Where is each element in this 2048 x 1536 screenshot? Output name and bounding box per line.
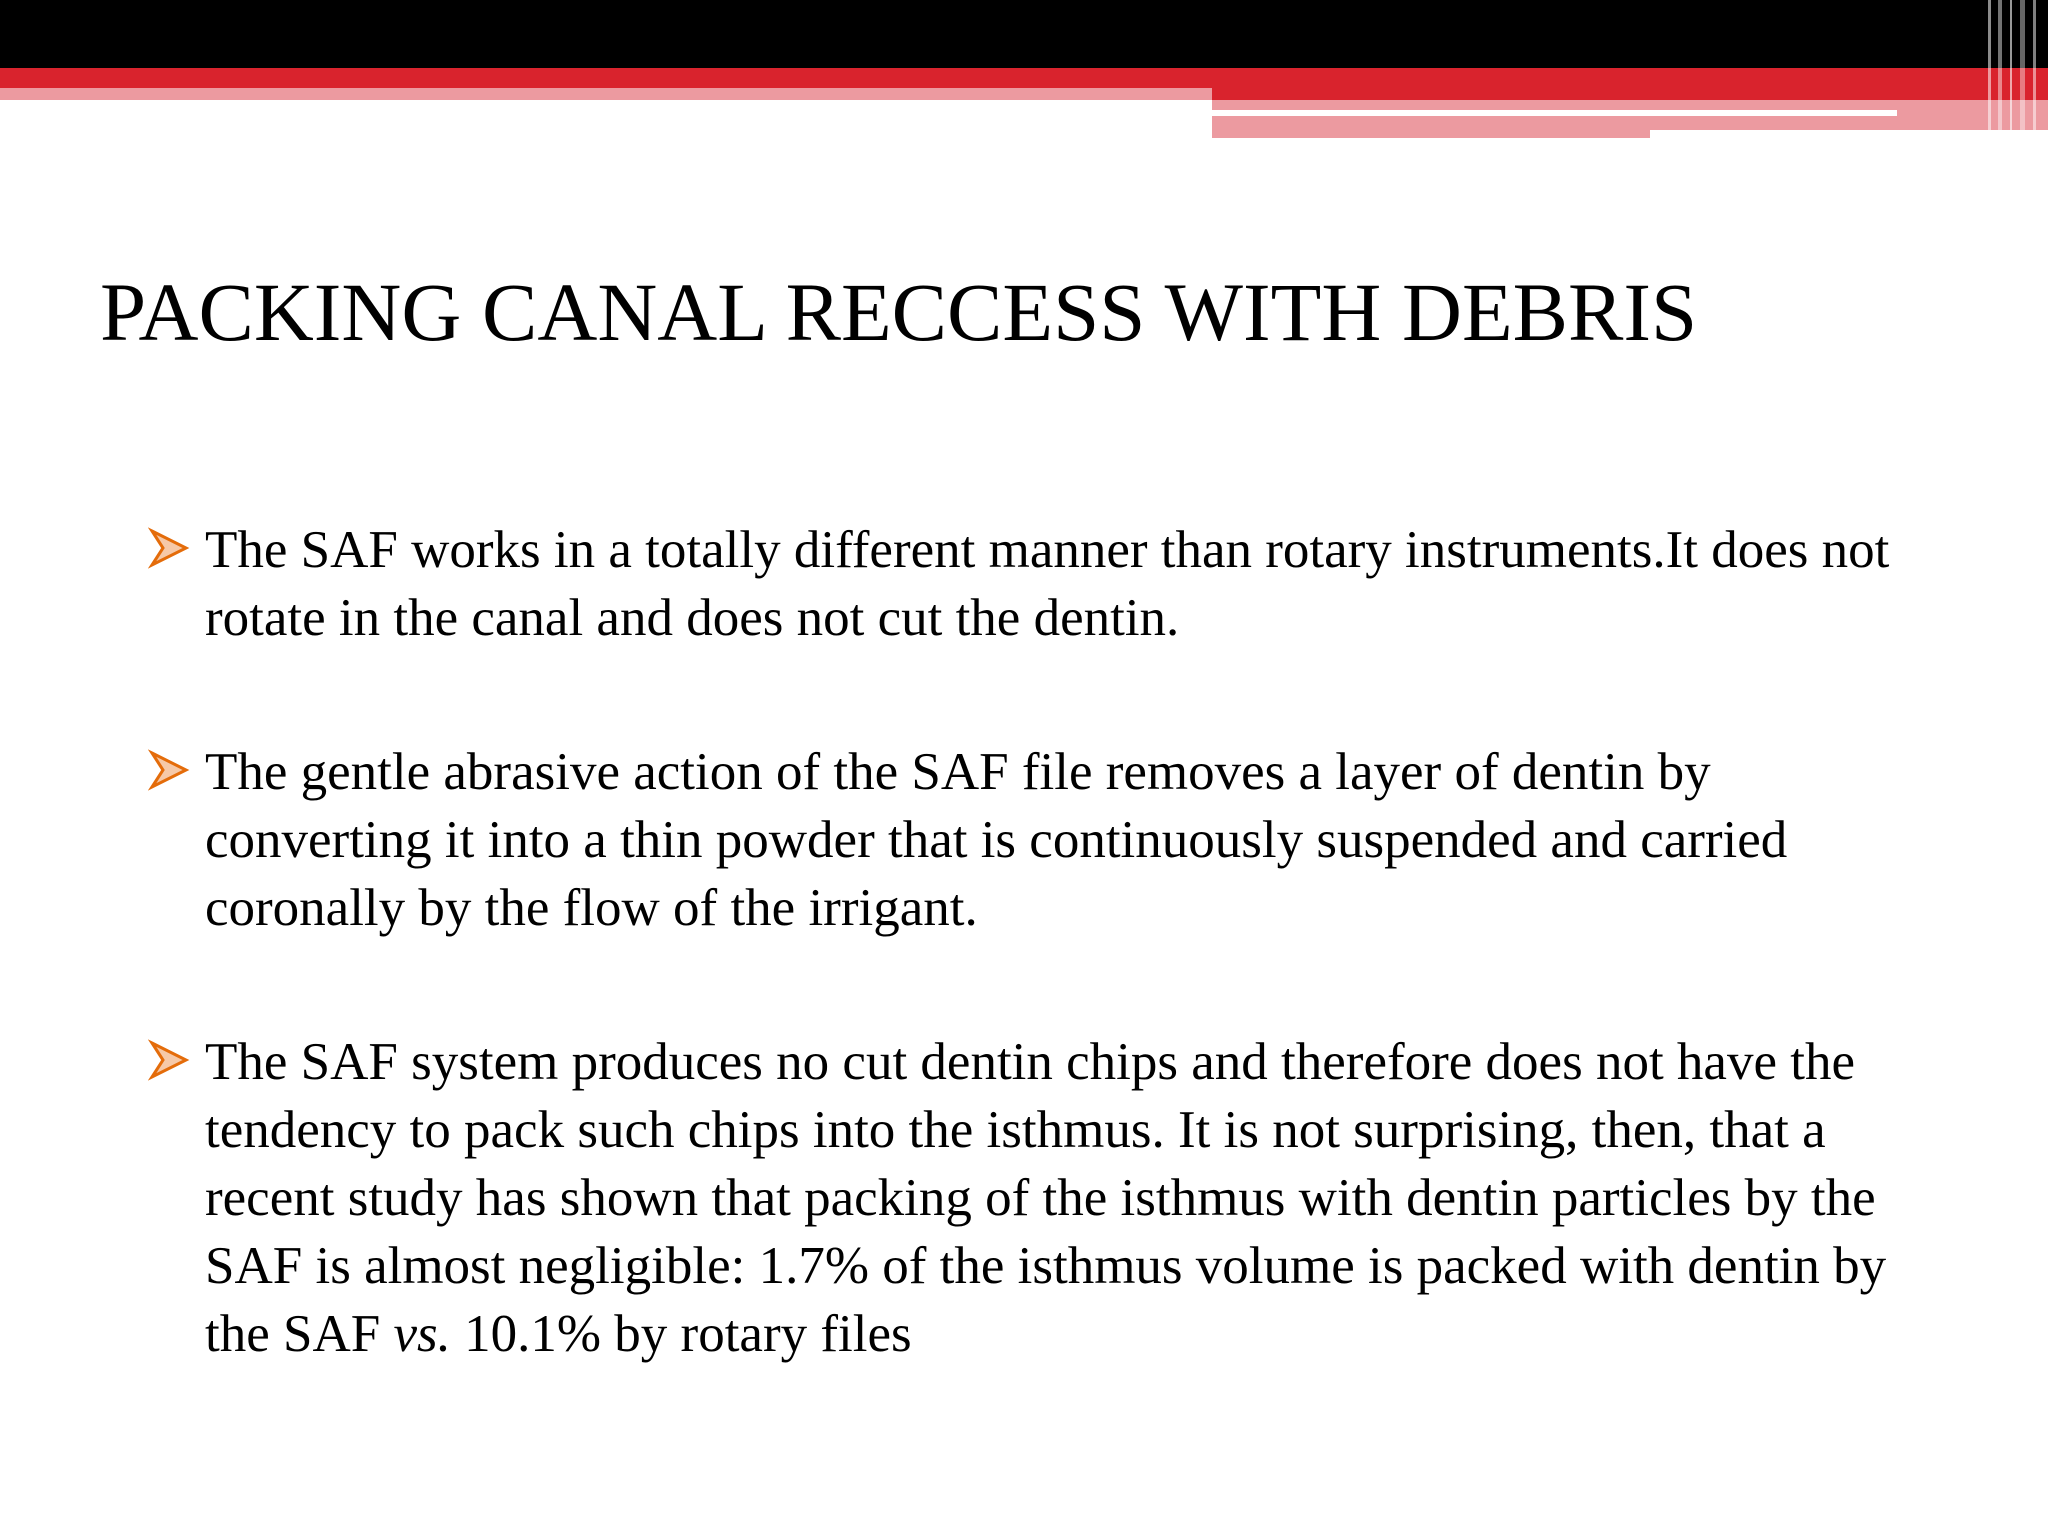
bullet-item bbox=[148, 1028, 1948, 1368]
header-black-band bbox=[0, 0, 2048, 68]
arrow-bullet-icon bbox=[148, 749, 190, 791]
header-white-stripe bbox=[1212, 110, 1897, 116]
bullet-text: The SAF works in a totally different manner than rotary instruments.It does not rotate in the canal and does not cut the dentin. bbox=[205, 521, 1890, 647]
header-red-band-left bbox=[0, 68, 1212, 88]
header-pink-band-left bbox=[0, 88, 1212, 100]
header-red-band-right bbox=[1212, 68, 2048, 100]
bullet-list bbox=[148, 516, 1948, 1368]
arrow-bullet-icon bbox=[148, 1039, 190, 1081]
bullet-item bbox=[148, 738, 1948, 942]
slide-title: PACKING CANAL RECCESS WITH DEBRIS bbox=[100, 266, 1698, 358]
header-edge-lines bbox=[1978, 0, 2048, 140]
bullet-text: The SAF system produces no cut dentin chips and therefore does not have the tendency to pack such chips into the isthmus. It is not surprising, then, that a recent study has shown that packing of the isthmus with dentin particles by the SAF is almost negligible: 1.7% of the isthmus volume is packed with dentin by the SAF vs. 10.1% by rotary files bbox=[205, 1033, 1887, 1363]
bullet-item bbox=[148, 516, 1948, 652]
bullet-text: The gentle abrasive action of the SAF file removes a layer of dentin by converting it into a thin powder that is continuously suspended and carried coronally by the flow of the irrigant. bbox=[205, 743, 1788, 937]
arrow-bullet-icon bbox=[148, 527, 190, 569]
